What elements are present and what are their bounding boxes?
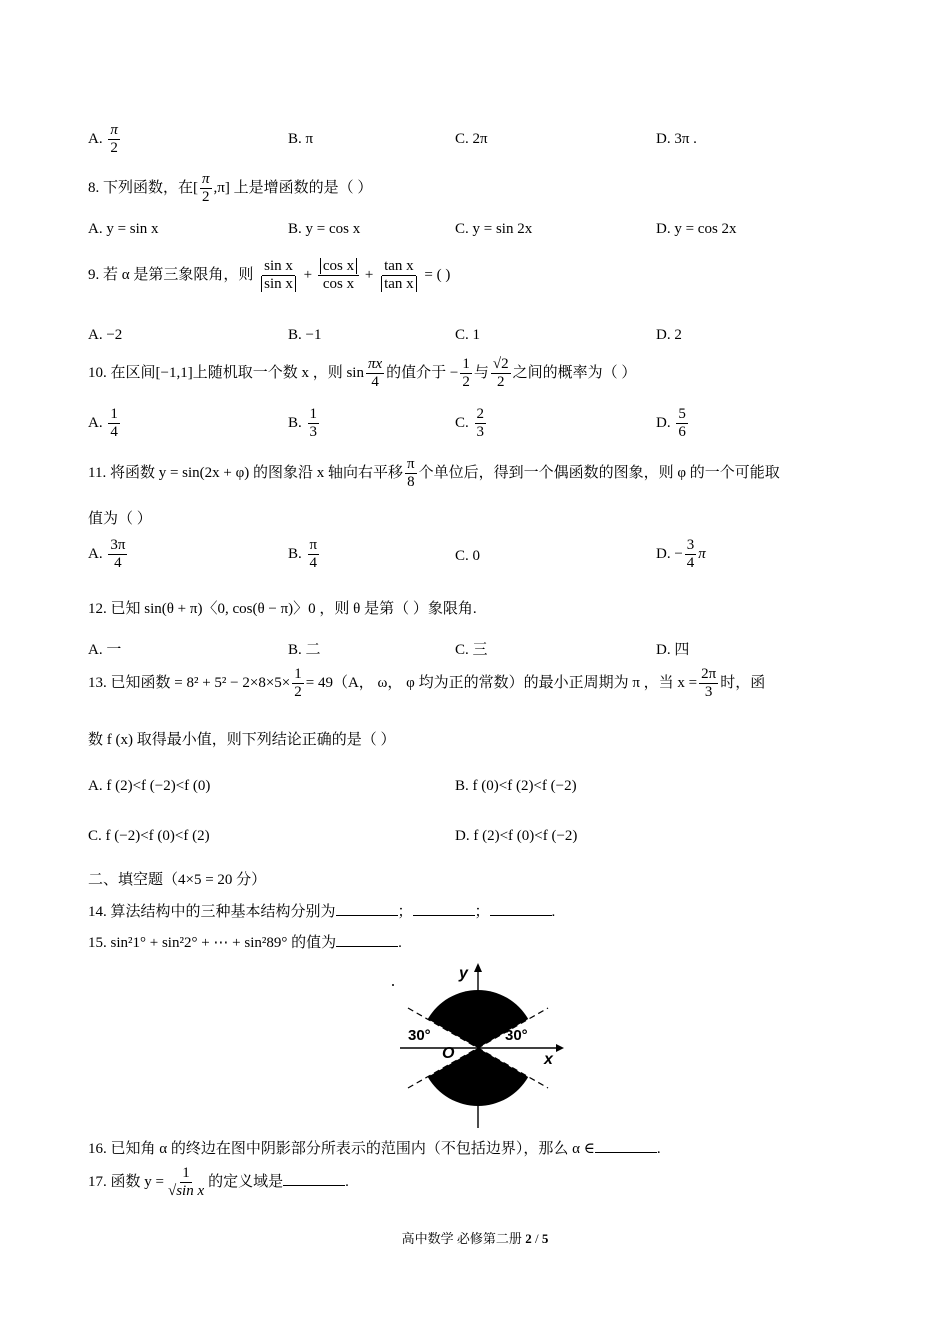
page-footer: 高中数学 必修第二册 2 / 5 [401, 1231, 549, 1246]
q8-option-a: A. y = sin x [88, 221, 159, 237]
q7-option-d: D. 3π . [656, 131, 697, 147]
q13-stem-cont: 数 f (x) 取得最小值，则下列结论正确的是（ ） [88, 732, 396, 748]
answer-blank[interactable] [490, 903, 552, 916]
x-axis-label: x [544, 1051, 553, 1068]
q7-option-a: A. $\frac{\pi}{2}$ [88, 122, 118, 157]
q11-option-d: D. − $\frac{3}{4}$ π [656, 537, 706, 572]
q13-option-c: C. f (−2)<f (0)<f (2) [88, 828, 210, 844]
q8-option-c: C. y = sin 2x [455, 221, 533, 237]
q11-option-b: B. $\frac{\pi}{4}$ [288, 537, 318, 572]
angle-region-figure [380, 960, 570, 1130]
q9-stem: 9. 若 α 是第三象限角，则 $\frac{\text{sin x}}{\text{sin x}}$ + $\frac{\text{cos x}}{\text{cos x}}$ + $\frac{\text{tan x}}{\text{tan x}}$ = ( ) [88, 258, 451, 293]
q7-option-b: B. π [288, 131, 314, 147]
q11-stem-cont: 值为（ ） [88, 511, 152, 527]
q8-option-b: B. y = cos x [288, 221, 361, 237]
angle-label-left: 30° [408, 1027, 431, 1044]
y-axis-arrow [474, 963, 482, 972]
page-total: 5 [541, 1231, 549, 1246]
q9-option-b: B. −1 [288, 327, 322, 343]
q13-option-b: B. f (0)<f (2)<f (−2) [455, 778, 577, 794]
q8-option-d: D. y = cos 2x [656, 221, 737, 237]
q10-stem: 10. 在区间[−1,1]上随机取一个数 x ，则 sin $\frac{\pi x}{4}$ 的值介于 − $\frac{1}{2}$ 与 $\frac{√2}{2}$ 之间的概率为（ ） [88, 356, 637, 391]
figure-dot [392, 984, 394, 986]
page-number: 2 [525, 1231, 532, 1246]
origin-label: O [442, 1045, 455, 1062]
q8-stem: 8. 下列函数，在[ $\frac{\pi}{2}$ ,π] 上是增函数的是（ ） [88, 171, 373, 206]
q10-option-d: D. $\frac{5}{6}$ [656, 406, 686, 441]
q16-stem: 16. 已知角 α 的终边在图中阴影部分所表示的范围内（不包括边界），那么 α ∈ . [88, 1141, 661, 1157]
answer-blank[interactable] [283, 1173, 345, 1186]
angle-label-right: 30° [505, 1027, 528, 1044]
q17-stem: 17. 函数 y = $\frac{1}{\text{√sin x}}$ 的定义域是 . [88, 1165, 349, 1200]
q12-option-b: B. 二 [288, 642, 321, 658]
q9-option-d: D. 2 [656, 327, 682, 343]
q15-stem: 15. sin²1° + sin²2° + ⋯ + sin²89° 的值为 . [88, 935, 402, 951]
q13-option-d: D. f (2)<f (0)<f (−2) [455, 828, 578, 844]
q10-option-c: C. $\frac{2}{3}$ [455, 406, 485, 441]
q7-option-c: C. 2π [455, 131, 488, 147]
q12-option-c: C. 三 [455, 642, 488, 658]
answer-blank[interactable] [336, 934, 398, 947]
q12-option-a: A. 一 [88, 642, 122, 658]
section-heading: 二、填空题（4×5 = 20 分） [88, 872, 267, 888]
q13-option-a: A. f (2)<f (−2)<f (0) [88, 778, 211, 794]
y-axis-label: y [459, 965, 468, 982]
answer-blank[interactable] [595, 1140, 657, 1153]
q11-option-a: A. $\frac{3\pi}{4}$ [88, 537, 126, 572]
q11-stem: 11. 将函数 y = sin(2x + φ) 的图象沿 x 轴向右平移 $\frac{\pi}{8}$ 个单位后，得到一个偶函数的图象，则 φ 的一个可能取 [88, 456, 780, 491]
q9-option-a: A. −2 [88, 327, 123, 343]
q11-option-c: C. 0 [455, 548, 481, 564]
q13-stem: 13. 已知函数 = 8² + 5² − 2×8×5× $\frac{1}{2}$ = 49（A， ω， φ 均为正的常数）的最小正周期为 π ，当 x = $\frac{2\pi}{3}$ 时，函 [88, 666, 766, 701]
q9-option-c: C. 1 [455, 327, 481, 343]
q10-option-a: A. $\frac{1}{4}$ [88, 406, 118, 441]
q14-stem: 14. 算法结构中的三种基本结构分别为 ； ； . [88, 904, 556, 920]
answer-blank[interactable] [336, 903, 398, 916]
q12-stem: 12. 已知 sin(θ + π)〈0, cos(θ − π)〉0 ，则 θ 是第（ ）象限角. [88, 601, 477, 617]
x-axis-arrow [556, 1044, 564, 1052]
answer-blank[interactable] [413, 903, 475, 916]
q12-option-d: D. 四 [656, 642, 690, 658]
q10-option-b: B. $\frac{1}{3}$ [288, 406, 318, 441]
